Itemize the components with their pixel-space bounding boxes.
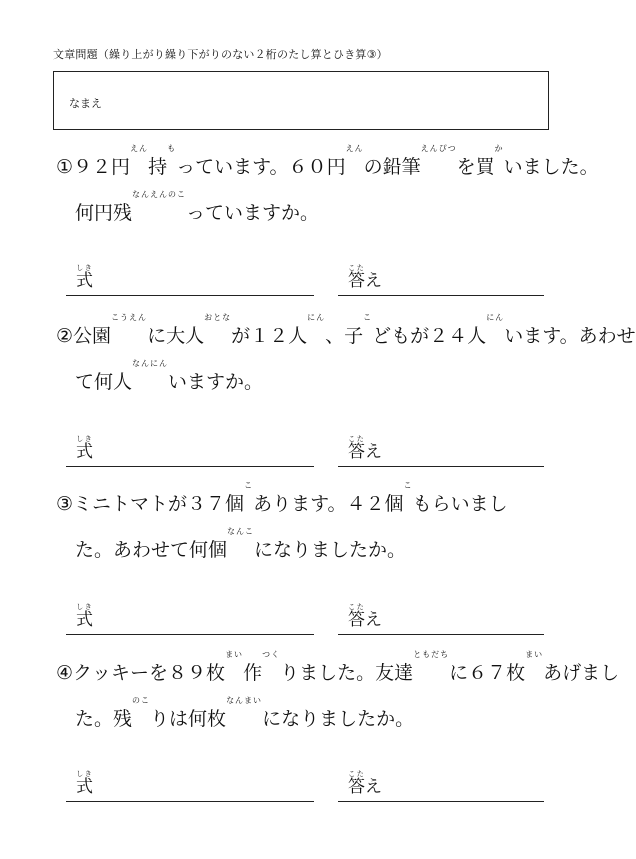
problem-line (56, 144, 599, 190)
text-segment: どもが２４ (372, 325, 468, 347)
formula-field[interactable] (66, 259, 314, 296)
ruby-word: 個こ (225, 481, 254, 515)
ruby-word: 買か (475, 144, 504, 178)
ruby-word: 個こ (384, 481, 413, 515)
ruby-word: 人にん (288, 313, 326, 347)
text-segment: っていますか。 (186, 202, 320, 224)
text-segment: あります。４２ (253, 493, 385, 515)
ruby-word: 円えん (111, 144, 149, 178)
text-segment: りは (150, 708, 189, 730)
text-segment: ③ミニトマトが３７ (56, 493, 226, 515)
problem-2 (56, 313, 636, 462)
problem-text (56, 313, 636, 405)
text-segment: いますか。 (168, 371, 264, 393)
text-segment: ①９２ (56, 156, 112, 178)
answer-label (348, 264, 382, 291)
text-segment: に６７ (449, 662, 507, 684)
text-segment: いました。 (503, 156, 599, 178)
problem-line (56, 696, 576, 742)
answer-suffix: え (365, 271, 382, 291)
formula-label (76, 264, 93, 291)
answer-label (348, 603, 382, 630)
problem-1 (56, 144, 599, 291)
name-label: なまえ (69, 97, 102, 110)
problem-line (56, 650, 620, 696)
text-segment: た。あわせて (56, 539, 190, 561)
text-segment: っています。６０ (176, 156, 327, 178)
answer-field[interactable] (338, 430, 544, 467)
ruby-word: 何人なんにん (94, 359, 169, 393)
answer-row (56, 599, 576, 635)
formula-label (76, 770, 93, 797)
text-segment: を (456, 156, 476, 178)
ruby-word: 円えん (326, 144, 364, 178)
ruby-word: 公園こうえん (73, 313, 148, 347)
problem-4 (56, 650, 620, 797)
formula-ruby: 式しき (76, 603, 93, 630)
answer-ruby: 答こた (348, 770, 365, 797)
answer-suffix: え (365, 610, 382, 630)
formula-ruby: 式しき (76, 770, 93, 797)
answer-field[interactable] (338, 259, 544, 296)
text-segment: ② (56, 325, 74, 347)
formula-label (76, 603, 93, 630)
answer-label (348, 770, 382, 797)
ruby-word: 何枚なんまい (188, 696, 263, 730)
problem-3 (56, 481, 576, 630)
ruby-word: 何個なんこ (189, 527, 255, 561)
text-segment: りました。 (280, 662, 376, 684)
ruby-word: 何円残なんえんのこ (75, 190, 187, 224)
text-segment: もらいまし (412, 493, 508, 515)
problem-line (56, 359, 576, 405)
ruby-word: 友達ともだち (375, 650, 450, 684)
ruby-word: 持も (148, 144, 177, 178)
ruby-word: 人にん (467, 313, 505, 347)
answer-row (56, 260, 576, 296)
ruby-word: 大人おとな (166, 313, 232, 347)
ruby-word: 子こ (344, 313, 373, 347)
text-segment: になりましたか。 (262, 708, 415, 730)
formula-field[interactable] (66, 765, 314, 802)
answer-ruby: 答こた (348, 435, 365, 462)
text-segment: になりましたか。 (254, 539, 407, 561)
text-segment (56, 201, 75, 225)
ruby-word: 作つく (243, 650, 281, 684)
worksheet-title: 文章問題（繰り上がり繰り下がりのない２桁のたし算とひき算③） (53, 48, 388, 61)
problem-text (56, 144, 599, 236)
text-segment: に (147, 325, 167, 347)
problem-line (56, 313, 636, 359)
answer-suffix: え (365, 777, 382, 797)
answer-suffix: え (365, 442, 382, 462)
answer-row (56, 431, 576, 467)
answer-row (56, 766, 576, 802)
ruby-word: 鉛筆えんぴつ (382, 144, 457, 178)
text-segment: あげまし (543, 662, 620, 684)
text-segment: の (363, 156, 383, 178)
problem-line (56, 527, 576, 573)
text-segment: ④クッキーを８９ (56, 662, 207, 684)
formula-ruby: 式しき (76, 435, 93, 462)
problem-line (56, 190, 576, 236)
answer-ruby: 答こた (348, 264, 365, 291)
answer-field[interactable] (338, 765, 544, 802)
answer-field[interactable] (338, 598, 544, 635)
formula-label (76, 435, 93, 462)
text-segment: て (56, 371, 95, 393)
ruby-word: 枚まい (206, 650, 244, 684)
text-segment: が１２ (231, 325, 289, 347)
problem-line (56, 481, 576, 527)
problem-text (56, 650, 620, 742)
formula-field[interactable] (66, 430, 314, 467)
answer-ruby: 答こた (348, 603, 365, 630)
formula-field[interactable] (66, 598, 314, 635)
text-segment: います。あわせ (504, 325, 636, 347)
answer-label (348, 435, 382, 462)
name-box[interactable] (53, 71, 549, 130)
formula-ruby: 式しき (76, 264, 93, 291)
text-segment: 、 (325, 325, 345, 347)
problem-text (56, 481, 576, 573)
ruby-word: 残のこ (113, 696, 151, 730)
text-segment: た。 (56, 708, 114, 730)
ruby-word: 枚まい (506, 650, 544, 684)
